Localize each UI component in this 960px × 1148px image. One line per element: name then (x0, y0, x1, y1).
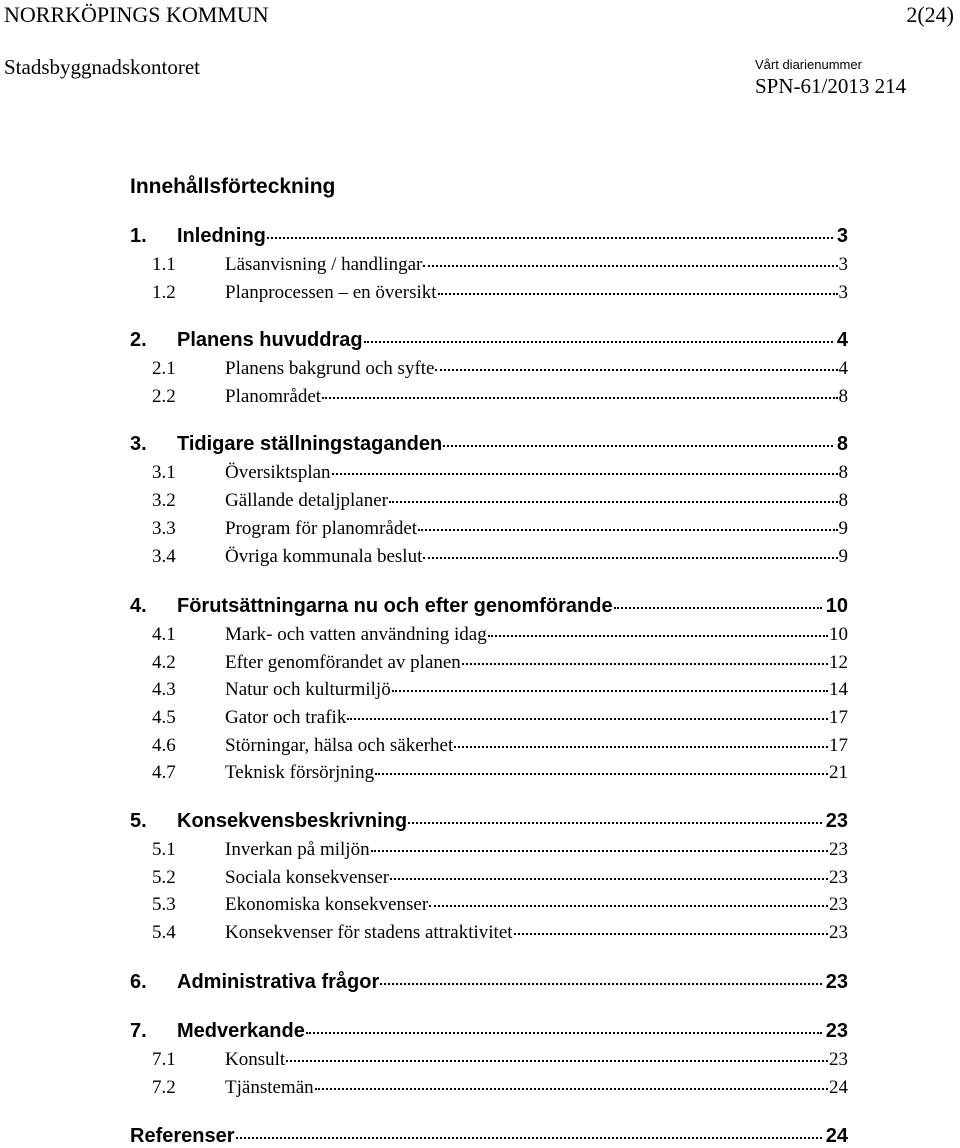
toc-entry[interactable] (152, 762, 848, 784)
toc-entry-page: 23 (829, 1049, 848, 1070)
toc-entry-page: 23 (825, 810, 848, 832)
toc-entry[interactable] (152, 894, 848, 916)
toc-entry-title: Övriga kommunala beslut (225, 546, 423, 567)
toc-entry-title: Inledning (177, 225, 266, 247)
toc-entry-title: Gällande detaljplaner (225, 490, 389, 511)
toc-entry-number: 5.4 (152, 922, 176, 943)
toc-entry-title: Konsult (225, 1049, 286, 1070)
toc-entry[interactable] (130, 1020, 848, 1043)
toc-entry-number: 4.1 (152, 624, 176, 645)
toc-entry-number: 7. (130, 1020, 147, 1042)
toc-entry-title: Konsekvenser för stadens attraktivitet (225, 922, 513, 943)
toc-entry-number: 2.2 (152, 386, 176, 407)
toc-entry-title: Natur och kulturmiljö (225, 679, 391, 700)
toc-entry-page: 23 (829, 867, 848, 888)
toc-entry-number: 4. (130, 595, 147, 617)
dot-leader (236, 1137, 822, 1139)
dot-leader (418, 529, 837, 531)
toc-entry-page: 10 (829, 624, 848, 645)
toc-entry-page: 14 (829, 679, 848, 700)
toc-entry[interactable] (152, 1077, 848, 1099)
toc-entry-page: 21 (829, 762, 848, 783)
toc-entry-page: 8 (836, 433, 848, 455)
toc-entry-title: Tjänstemän (225, 1077, 314, 1098)
dot-leader (488, 635, 828, 637)
dot-leader (408, 822, 822, 824)
department-name: Stadsbyggnadskontoret (4, 55, 200, 79)
toc-entry-number: 4.5 (152, 707, 176, 728)
toc-entry-title: Sociala konsekvenser (225, 867, 390, 888)
toc-entry-page: 24 (829, 1077, 848, 1098)
toc-entry-page: 3 (838, 254, 848, 275)
toc-entry-page: 9 (838, 518, 848, 539)
toc-entry-title: Tidigare ställningstaganden (177, 433, 443, 455)
toc-entry[interactable] (152, 652, 848, 674)
toc-entry-title: Administrativa frågor (177, 971, 380, 993)
toc-entry-title: Gator och trafik (225, 707, 347, 728)
toc-entry[interactable] (152, 546, 848, 568)
dot-leader (423, 557, 837, 559)
toc-entry[interactable] (152, 867, 848, 889)
toc-entry[interactable] (130, 971, 848, 994)
toc-entry-number: 3.4 (152, 546, 176, 567)
dot-leader (423, 265, 837, 267)
dot-leader (390, 878, 828, 880)
toc-entry-title: Störningar, hälsa och säkerhet (225, 735, 454, 756)
toc-entry-title: Läsanvisning / handlingar (225, 254, 423, 275)
dot-leader (435, 369, 837, 371)
toc-entry-number: 4.2 (152, 652, 176, 673)
dot-leader (438, 293, 838, 295)
toc-entry-number: 5.2 (152, 867, 176, 888)
toc-entry-page: 23 (829, 922, 848, 943)
toc-entry[interactable] (130, 595, 848, 618)
toc-entry-page: 9 (838, 546, 848, 567)
toc-entry-number: 5. (130, 810, 147, 832)
toc-entry[interactable] (152, 462, 848, 484)
toc-entry[interactable] (152, 735, 848, 757)
toc-entry[interactable] (152, 624, 848, 646)
toc-entry[interactable] (152, 386, 848, 408)
dot-leader (462, 663, 828, 665)
toc-entry[interactable] (130, 433, 848, 456)
toc-entry-title: Planens bakgrund och syfte (225, 358, 435, 379)
toc-entry-page: 12 (829, 652, 848, 673)
toc-entry-number: 3.1 (152, 462, 176, 483)
reference-label: Vårt diarienummer (755, 57, 862, 72)
toc-entry-page: 8 (838, 490, 848, 511)
toc-entry-title: Ekonomiska konsekvenser (225, 894, 429, 915)
organization-name: NORRKÖPINGS KOMMUN (4, 2, 269, 27)
toc-entry-page: 17 (829, 735, 848, 756)
toc-entry-number: 5.1 (152, 839, 176, 860)
dot-leader (443, 445, 833, 447)
toc-entry[interactable] (152, 490, 848, 512)
toc-entry-page: 10 (825, 595, 848, 617)
dot-leader (514, 933, 828, 935)
dot-leader (332, 473, 838, 475)
dot-leader (364, 341, 833, 343)
toc-entry-title: Teknisk försörjning (225, 762, 375, 783)
dot-leader (380, 983, 821, 985)
toc-entry-number: 6. (130, 971, 147, 993)
toc-entry-number: 2.1 (152, 358, 176, 379)
toc-entry-page: 3 (838, 282, 848, 303)
toc-entry-number: 1. (130, 225, 147, 247)
dot-leader (322, 397, 837, 399)
toc-entry[interactable] (152, 254, 848, 276)
toc-entry-number: 7.1 (152, 1049, 176, 1070)
toc-entry-page: 23 (829, 894, 848, 915)
toc-entry-number: 1.2 (152, 282, 176, 303)
toc-entry-number: 4.6 (152, 735, 176, 756)
dot-leader (429, 905, 828, 907)
page-indicator: 2(24) (906, 2, 954, 27)
toc-entry-title: Planområdet (225, 386, 322, 407)
toc-entry-number: 5.3 (152, 894, 176, 915)
dot-leader (389, 501, 837, 503)
toc-entry[interactable] (130, 329, 848, 352)
dot-leader (371, 850, 828, 852)
dot-leader (454, 746, 828, 748)
toc-entry-title: Mark- och vatten användning idag (225, 624, 487, 645)
toc-entry[interactable] (130, 810, 848, 833)
toc-entry[interactable] (152, 358, 848, 380)
toc-entry-title: Referenser (130, 1125, 235, 1147)
toc-entry-number: 4.3 (152, 679, 176, 700)
toc-entry[interactable] (152, 839, 848, 861)
toc-entry[interactable] (152, 922, 848, 944)
toc-entry[interactable] (152, 282, 848, 304)
toc-entry-number: 3. (130, 433, 147, 455)
toc-entry-page: 23 (829, 839, 848, 860)
toc-entry-title: Planens huvuddrag (177, 329, 363, 351)
toc-entry-page: 3 (836, 225, 848, 247)
toc-entry-page: 4 (838, 358, 848, 379)
toc-entry[interactable] (152, 518, 848, 540)
toc-title: Innehållsförteckning (130, 175, 336, 198)
toc-entry-title: Konsekvensbeskrivning (177, 810, 408, 832)
toc-entry-page: 23 (825, 1020, 848, 1042)
toc-entry[interactable] (152, 707, 848, 729)
dot-leader (267, 237, 833, 239)
dot-leader (392, 690, 828, 692)
toc-entry-page: 17 (829, 707, 848, 728)
toc-entry-page: 24 (825, 1125, 848, 1147)
dot-leader (347, 718, 828, 720)
toc-entry-page: 23 (825, 971, 848, 993)
toc-entry-number: 3.2 (152, 490, 176, 511)
toc-entry-title: Medverkande (177, 1020, 305, 1042)
toc-entry[interactable] (152, 1049, 848, 1071)
toc-entry[interactable] (130, 1125, 848, 1148)
dot-leader (315, 1088, 828, 1090)
toc-entry-title: Inverkan på miljön (225, 839, 370, 860)
toc-entry-number: 7.2 (152, 1077, 176, 1098)
toc-entry-number: 4.7 (152, 762, 176, 783)
reference-number: SPN-61/2013 214 (755, 74, 907, 98)
toc-entry[interactable] (152, 679, 848, 701)
toc-entry-title: Översiktsplan (225, 462, 331, 483)
dot-leader (306, 1032, 822, 1034)
toc-entry-number: 3.3 (152, 518, 176, 539)
toc-entry-title: Förutsättningarna nu och efter genomförande (177, 595, 613, 617)
toc-entry-page: 8 (838, 462, 848, 483)
dot-leader (375, 773, 828, 775)
toc-entry-number: 2. (130, 329, 147, 351)
dot-leader (614, 607, 822, 609)
toc-entry-title: Program för planområdet (225, 518, 418, 539)
toc-entry-number: 1.1 (152, 254, 176, 275)
dot-leader (286, 1060, 828, 1062)
toc-entry-title: Planprocessen – en översikt (225, 282, 437, 303)
toc-entry-title: Efter genomförandet av planen (225, 652, 461, 673)
toc-entry-page: 8 (838, 386, 848, 407)
toc-entry[interactable] (130, 225, 848, 248)
toc-entry-page: 4 (836, 329, 848, 351)
